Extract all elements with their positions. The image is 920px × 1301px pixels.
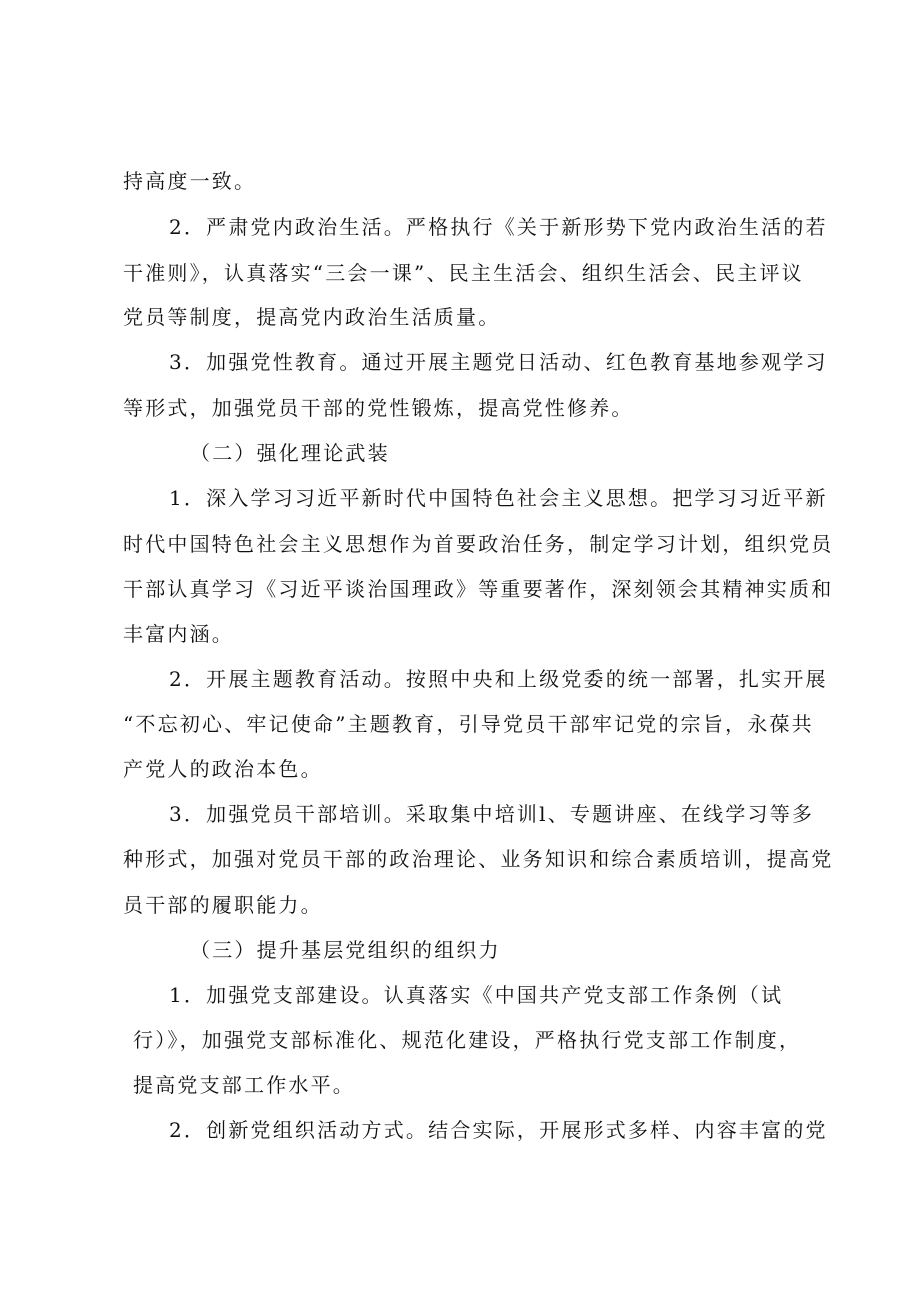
body-text-line: 党员等制度，提高党内政治生活质量。 bbox=[123, 305, 501, 329]
body-text-line: 种形式，加强对党员干部的政治理论、业务知识和综合素质培训，提高党 bbox=[123, 847, 834, 871]
list-item-line: 1．加强党支部建设。认真落实《中国共产党支部工作条例（试 bbox=[169, 983, 784, 1007]
list-item-line: 3．加强党性教育。通过开展主题党日活动、红色教育基地参观学习 bbox=[169, 350, 828, 374]
section-heading: （二）强化理论武装 bbox=[190, 441, 390, 465]
list-item-line: 2．开展主题教育活动。按照中央和上级党委的统一部署，扎实开展 bbox=[169, 667, 828, 691]
body-text-line: “不忘初心、牢记使命”主题教育，引导党员干部牢记党的宗旨，永葆共 bbox=[123, 712, 814, 736]
body-text-line: 提高党支部工作水平。 bbox=[133, 1073, 355, 1097]
body-text-line: 时代中国特色社会主义思想作为首要政治任务，制定学习计划，组织党员 bbox=[123, 532, 834, 556]
body-text-line: 丰富内涵。 bbox=[123, 622, 234, 646]
body-text-line: 持高度一致。 bbox=[123, 169, 257, 193]
body-text-line: 行）》，加强党支部标准化、规范化建设，严格执行党支部工作制度， bbox=[133, 1028, 802, 1052]
body-text-line: 等形式，加强党员干部的党性锻炼，提高党性修养。 bbox=[123, 396, 634, 420]
body-text-line: 干准则》，认真落实“三会一课”、民主生活会、组织生活会、民主评议 bbox=[123, 261, 804, 285]
section-heading: （三）提升基层党组织的组织力 bbox=[190, 938, 501, 962]
list-item-line: 2．创新党组织活动方式。结合实际，开展形式多样、内容丰富的党 bbox=[169, 1118, 828, 1142]
list-item-line: 2．严肃党内政治生活。严格执行《关于新形势下党内政治生活的若 bbox=[169, 215, 828, 239]
body-text-line: 干部认真学习《习近平谈治国理政》等重要著作，深刻领会其精神实质和 bbox=[123, 577, 834, 601]
body-text-line: 产党人的政治本色。 bbox=[123, 757, 323, 781]
body-text-line: 员干部的履职能力。 bbox=[123, 893, 323, 917]
list-item-line: 1．深入学习习近平新时代中国特色社会主义思想。把学习习近平新 bbox=[169, 486, 828, 510]
list-item-line: 3．加强党员干部培训。采取集中培训l、专题讲座、在线学习等多 bbox=[169, 802, 815, 826]
